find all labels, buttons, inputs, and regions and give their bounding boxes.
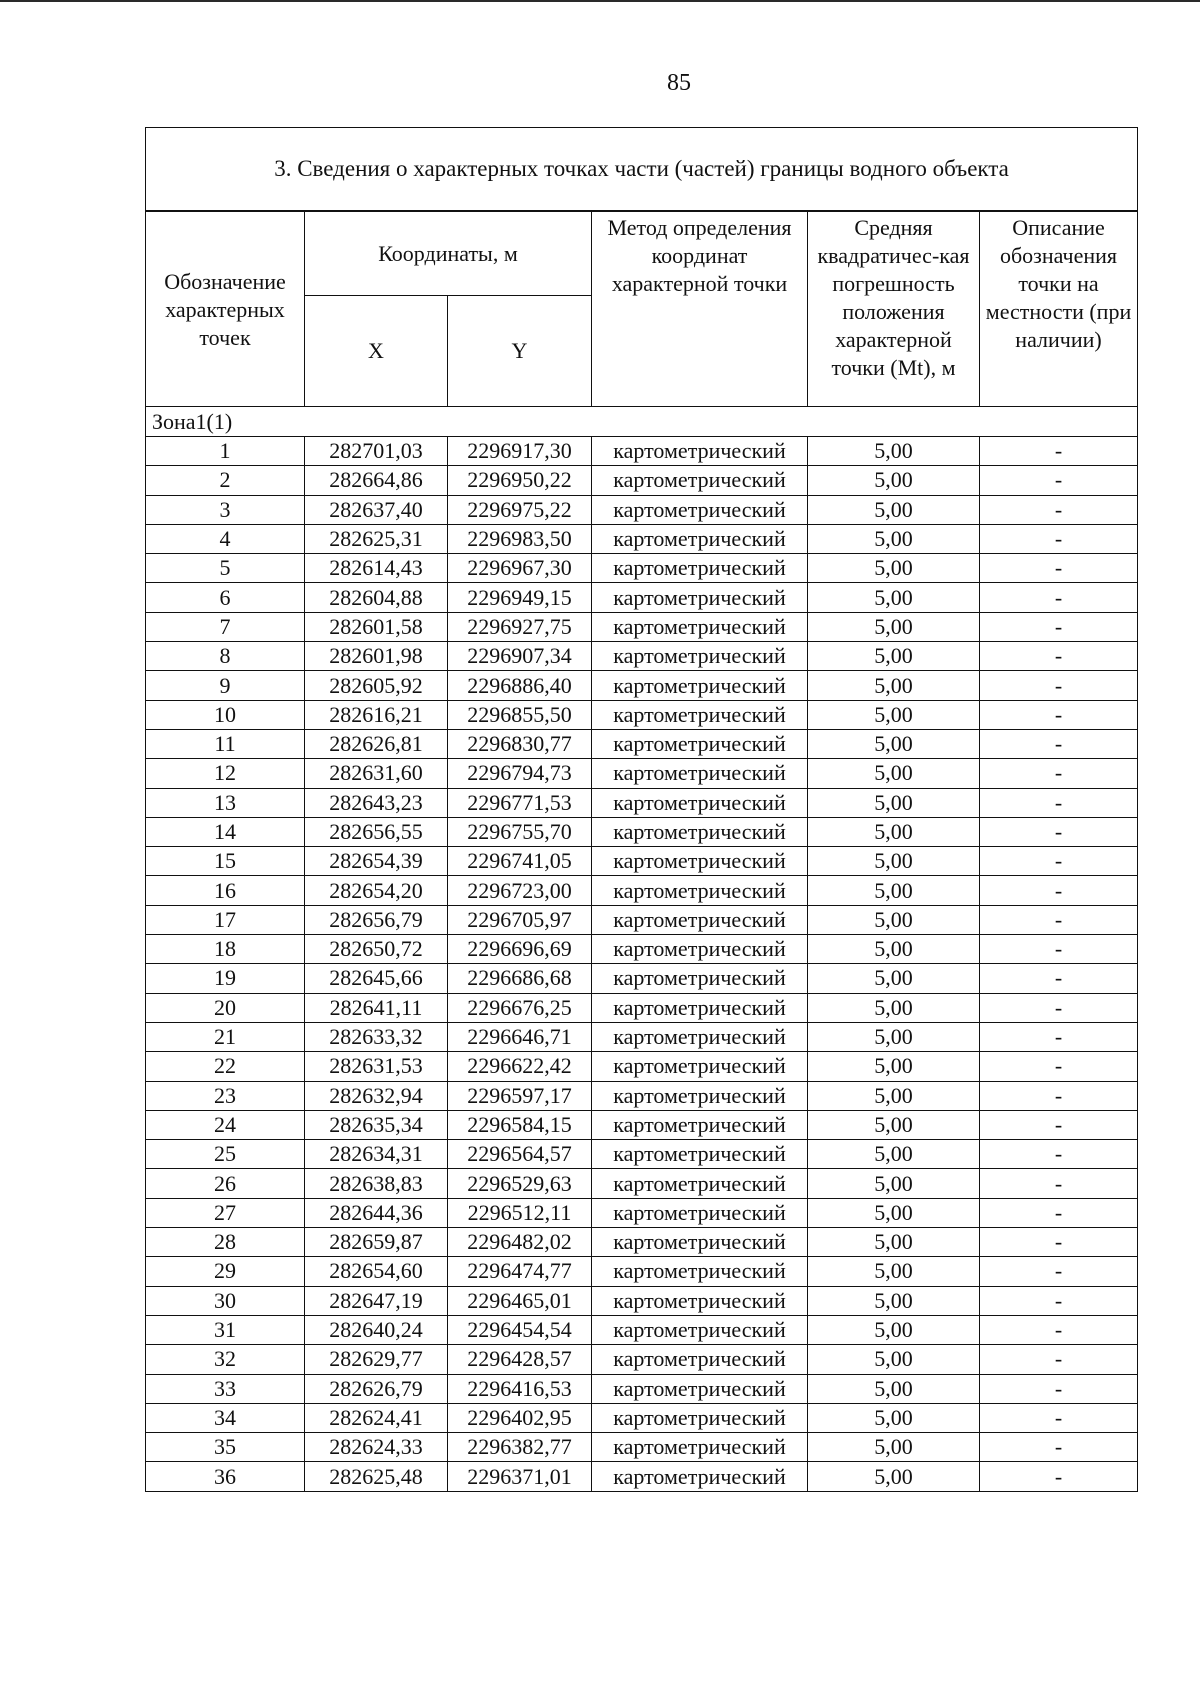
y-coordinate-cell: 2296950,22 (448, 466, 592, 495)
error-value-cell: 5,00 (808, 1140, 980, 1169)
point-number-cell: 33 (146, 1374, 305, 1403)
point-number-cell: 5 (146, 554, 305, 583)
description-cell: - (980, 466, 1138, 495)
description-cell: - (980, 642, 1138, 671)
error-value-cell: 5,00 (808, 1198, 980, 1227)
y-coordinate-cell: 2296927,75 (448, 612, 592, 641)
method-cell: картометрический (592, 759, 808, 788)
point-number-cell: 24 (146, 1110, 305, 1139)
error-value-cell: 5,00 (808, 817, 980, 846)
point-number-cell: 8 (146, 642, 305, 671)
point-number-cell: 17 (146, 905, 305, 934)
x-coordinate-cell: 282626,79 (305, 1374, 448, 1403)
x-coordinate-cell: 282654,20 (305, 876, 448, 905)
table-row (146, 1198, 1138, 1227)
error-value-cell: 5,00 (808, 1345, 980, 1374)
table-row (146, 1374, 1138, 1403)
method-cell: картометрический (592, 437, 808, 466)
x-coordinate-cell: 282640,24 (305, 1315, 448, 1344)
table-row (146, 554, 1138, 583)
point-number-cell: 1 (146, 437, 305, 466)
table-row (146, 1315, 1138, 1344)
description-cell: - (980, 1228, 1138, 1257)
method-cell: картометрический (592, 847, 808, 876)
error-value-cell: 5,00 (808, 876, 980, 905)
description-cell: - (980, 671, 1138, 700)
y-coordinate-cell: 2296771,53 (448, 788, 592, 817)
method-cell: картометрический (592, 788, 808, 817)
error-value-cell: 5,00 (808, 1110, 980, 1139)
error-value-cell: 5,00 (808, 788, 980, 817)
point-number-cell: 7 (146, 612, 305, 641)
method-cell: картометрический (592, 993, 808, 1022)
error-value-cell: 5,00 (808, 1433, 980, 1462)
y-coordinate-cell: 2296830,77 (448, 729, 592, 758)
x-coordinate-cell: 282656,79 (305, 905, 448, 934)
x-coordinate-cell: 282631,53 (305, 1052, 448, 1081)
error-value-cell: 5,00 (808, 935, 980, 964)
error-value-cell: 5,00 (808, 612, 980, 641)
boundary-points-table (145, 127, 1138, 1492)
error-value-cell: 5,00 (808, 847, 980, 876)
x-coordinate-cell: 282626,81 (305, 729, 448, 758)
point-number-cell: 34 (146, 1403, 305, 1432)
description-cell: - (980, 1198, 1138, 1227)
description-cell: - (980, 1403, 1138, 1432)
x-coordinate-cell: 282701,03 (305, 437, 448, 466)
table-row (146, 583, 1138, 612)
description-cell: - (980, 1022, 1138, 1051)
description-cell: - (980, 905, 1138, 934)
y-coordinate-cell: 2296584,15 (448, 1110, 592, 1139)
method-cell: картометрический (592, 642, 808, 671)
point-number-cell: 4 (146, 524, 305, 553)
error-value-cell: 5,00 (808, 1169, 980, 1198)
x-coordinate-cell: 282654,39 (305, 847, 448, 876)
error-value-cell: 5,00 (808, 964, 980, 993)
y-coordinate-cell: 2296741,05 (448, 847, 592, 876)
point-number-cell: 11 (146, 729, 305, 758)
description-cell: - (980, 1257, 1138, 1286)
description-cell: - (980, 1286, 1138, 1315)
table-row (146, 759, 1138, 788)
table-row (146, 612, 1138, 641)
method-cell: картометрический (592, 817, 808, 846)
point-number-cell: 21 (146, 1022, 305, 1051)
table-row (146, 642, 1138, 671)
table-row (146, 1110, 1138, 1139)
description-cell: - (980, 935, 1138, 964)
table-row (146, 1286, 1138, 1315)
method-cell: картометрический (592, 554, 808, 583)
point-number-cell: 36 (146, 1462, 305, 1491)
x-coordinate-cell: 282624,41 (305, 1403, 448, 1432)
table-row (146, 935, 1138, 964)
description-cell: - (980, 1140, 1138, 1169)
method-cell: картометрический (592, 1110, 808, 1139)
description-cell: - (980, 847, 1138, 876)
x-coordinate-cell: 282637,40 (305, 495, 448, 524)
point-number-cell: 20 (146, 993, 305, 1022)
description-cell: - (980, 1462, 1138, 1491)
y-coordinate-cell: 2296474,77 (448, 1257, 592, 1286)
y-coordinate-cell: 2296564,57 (448, 1140, 592, 1169)
x-coordinate-cell: 282629,77 (305, 1345, 448, 1374)
x-coordinate-cell: 282647,19 (305, 1286, 448, 1315)
table-row (146, 495, 1138, 524)
x-coordinate-cell: 282638,83 (305, 1169, 448, 1198)
x-coordinate-cell: 282650,72 (305, 935, 448, 964)
error-value-cell: 5,00 (808, 993, 980, 1022)
y-coordinate-cell: 2296696,69 (448, 935, 592, 964)
description-cell: - (980, 495, 1138, 524)
method-cell: картометрический (592, 1462, 808, 1491)
method-cell: картометрический (592, 700, 808, 729)
error-value-cell: 5,00 (808, 524, 980, 553)
table-row (146, 524, 1138, 553)
y-coordinate-cell: 2296646,71 (448, 1022, 592, 1051)
y-coordinate-cell: 2296917,30 (448, 437, 592, 466)
method-cell: картометрический (592, 729, 808, 758)
method-cell: картометрический (592, 905, 808, 934)
method-cell: картометрический (592, 1286, 808, 1315)
method-cell: картометрический (592, 1403, 808, 1432)
table-row (146, 729, 1138, 758)
description-cell: - (980, 612, 1138, 641)
point-number-cell: 30 (146, 1286, 305, 1315)
description-cell: - (980, 700, 1138, 729)
y-coordinate-cell: 2296755,70 (448, 817, 592, 846)
table-row (146, 817, 1138, 846)
point-number-cell: 27 (146, 1198, 305, 1227)
x-coordinate-cell: 282614,43 (305, 554, 448, 583)
header-method: Метод определения координат характерной точки (592, 211, 808, 407)
point-number-cell: 31 (146, 1315, 305, 1344)
x-coordinate-cell: 282604,88 (305, 583, 448, 612)
y-coordinate-cell: 2296382,77 (448, 1433, 592, 1462)
point-number-cell: 3 (146, 495, 305, 524)
point-number-cell: 16 (146, 876, 305, 905)
y-coordinate-cell: 2296597,17 (448, 1081, 592, 1110)
error-value-cell: 5,00 (808, 1374, 980, 1403)
method-cell: картометрический (592, 1081, 808, 1110)
point-number-cell: 32 (146, 1345, 305, 1374)
x-coordinate-cell: 282641,11 (305, 993, 448, 1022)
table-row (146, 788, 1138, 817)
table-row (146, 1433, 1138, 1462)
x-coordinate-cell: 282625,48 (305, 1462, 448, 1491)
error-value-cell: 5,00 (808, 1052, 980, 1081)
x-coordinate-cell: 282664,86 (305, 466, 448, 495)
method-cell: картометрический (592, 495, 808, 524)
error-value-cell: 5,00 (808, 583, 980, 612)
y-coordinate-cell: 2296676,25 (448, 993, 592, 1022)
table-row (146, 905, 1138, 934)
table-row (146, 1022, 1138, 1051)
header-mean-square-error: Средняя квадратичес-кая погрешность положения характерной точки (Mt), м (808, 211, 980, 407)
description-cell: - (980, 817, 1138, 846)
top-border-line (0, 0, 1200, 2)
y-coordinate-cell: 2296512,11 (448, 1198, 592, 1227)
description-cell: - (980, 993, 1138, 1022)
error-value-cell: 5,00 (808, 1462, 980, 1491)
table-row (146, 466, 1138, 495)
description-cell: - (980, 437, 1138, 466)
method-cell: картометрический (592, 524, 808, 553)
y-coordinate-cell: 2296402,95 (448, 1403, 592, 1432)
x-coordinate-cell: 282605,92 (305, 671, 448, 700)
error-value-cell: 5,00 (808, 437, 980, 466)
point-number-cell: 25 (146, 1140, 305, 1169)
x-coordinate-cell: 282601,58 (305, 612, 448, 641)
method-cell: картометрический (592, 1169, 808, 1198)
y-coordinate-cell: 2296465,01 (448, 1286, 592, 1315)
description-cell: - (980, 729, 1138, 758)
y-coordinate-cell: 2296949,15 (448, 583, 592, 612)
table-row (146, 1052, 1138, 1081)
method-cell: картометрический (592, 671, 808, 700)
method-cell: картометрический (592, 1315, 808, 1344)
point-number-cell: 23 (146, 1081, 305, 1110)
table-row (146, 1140, 1138, 1169)
error-value-cell: 5,00 (808, 1081, 980, 1110)
point-number-cell: 35 (146, 1433, 305, 1462)
error-value-cell: 5,00 (808, 495, 980, 524)
point-number-cell: 13 (146, 788, 305, 817)
description-cell: - (980, 1374, 1138, 1403)
error-value-cell: 5,00 (808, 759, 980, 788)
method-cell: картометрический (592, 1433, 808, 1462)
table-row (146, 1228, 1138, 1257)
description-cell: - (980, 964, 1138, 993)
error-value-cell: 5,00 (808, 1257, 980, 1286)
method-cell: картометрический (592, 612, 808, 641)
x-coordinate-cell: 282601,98 (305, 642, 448, 671)
x-coordinate-cell: 282645,66 (305, 964, 448, 993)
y-coordinate-cell: 2296705,97 (448, 905, 592, 934)
description-cell: - (980, 876, 1138, 905)
method-cell: картометрический (592, 1198, 808, 1227)
x-coordinate-cell: 282633,32 (305, 1022, 448, 1051)
error-value-cell: 5,00 (808, 554, 980, 583)
header-designation: Обозначение характерных точек (146, 211, 305, 407)
table-row (146, 847, 1138, 876)
method-cell: картометрический (592, 935, 808, 964)
point-number-cell: 14 (146, 817, 305, 846)
y-coordinate-cell: 2296723,00 (448, 876, 592, 905)
description-cell: - (980, 1081, 1138, 1110)
y-coordinate-cell: 2296454,54 (448, 1315, 592, 1344)
header-y: Y (448, 296, 592, 407)
table-row (146, 993, 1138, 1022)
y-coordinate-cell: 2296686,68 (448, 964, 592, 993)
table-row (146, 1257, 1138, 1286)
table-row (146, 671, 1138, 700)
description-cell: - (980, 583, 1138, 612)
point-number-cell: 19 (146, 964, 305, 993)
description-cell: - (980, 788, 1138, 817)
method-cell: картометрический (592, 1228, 808, 1257)
table-row (146, 437, 1138, 466)
method-cell: картометрический (592, 1140, 808, 1169)
zone-label: Зона1(1) (146, 407, 1138, 437)
error-value-cell: 5,00 (808, 1022, 980, 1051)
section-title: 3. Сведения о характерных точках части (частей) границы водного объекта (146, 128, 1138, 212)
error-value-cell: 5,00 (808, 466, 980, 495)
table-row (146, 1169, 1138, 1198)
y-coordinate-cell: 2296529,63 (448, 1169, 592, 1198)
point-number-cell: 29 (146, 1257, 305, 1286)
description-cell: - (980, 524, 1138, 553)
method-cell: картометрический (592, 1052, 808, 1081)
method-cell: картометрический (592, 964, 808, 993)
description-cell: - (980, 1433, 1138, 1462)
error-value-cell: 5,00 (808, 1228, 980, 1257)
point-number-cell: 15 (146, 847, 305, 876)
method-cell: картометрический (592, 583, 808, 612)
x-coordinate-cell: 282644,36 (305, 1198, 448, 1227)
point-number-cell: 18 (146, 935, 305, 964)
x-coordinate-cell: 282631,60 (305, 759, 448, 788)
x-coordinate-cell: 282634,31 (305, 1140, 448, 1169)
header-description: Описание обозначения точки на местности (при наличии) (980, 211, 1138, 407)
method-cell: картометрический (592, 466, 808, 495)
y-coordinate-cell: 2296983,50 (448, 524, 592, 553)
point-number-cell: 12 (146, 759, 305, 788)
description-cell: - (980, 1052, 1138, 1081)
error-value-cell: 5,00 (808, 671, 980, 700)
x-coordinate-cell: 282659,87 (305, 1228, 448, 1257)
error-value-cell: 5,00 (808, 700, 980, 729)
y-coordinate-cell: 2296622,42 (448, 1052, 592, 1081)
y-coordinate-cell: 2296482,02 (448, 1228, 592, 1257)
description-cell: - (980, 1345, 1138, 1374)
table-row (146, 964, 1138, 993)
x-coordinate-cell: 282656,55 (305, 817, 448, 846)
table-row (146, 1462, 1138, 1491)
description-cell: - (980, 554, 1138, 583)
point-number-cell: 26 (146, 1169, 305, 1198)
x-coordinate-cell: 282624,33 (305, 1433, 448, 1462)
y-coordinate-cell: 2296967,30 (448, 554, 592, 583)
table-row (146, 1081, 1138, 1110)
description-cell: - (980, 1110, 1138, 1139)
y-coordinate-cell: 2296794,73 (448, 759, 592, 788)
y-coordinate-cell: 2296428,57 (448, 1345, 592, 1374)
y-coordinate-cell: 2296371,01 (448, 1462, 592, 1491)
y-coordinate-cell: 2296907,34 (448, 642, 592, 671)
x-coordinate-cell: 282635,34 (305, 1110, 448, 1139)
point-number-cell: 28 (146, 1228, 305, 1257)
method-cell: картометрический (592, 1022, 808, 1051)
y-coordinate-cell: 2296975,22 (448, 495, 592, 524)
point-number-cell: 2 (146, 466, 305, 495)
header-coordinates: Координаты, м (305, 211, 592, 296)
table-row (146, 1403, 1138, 1432)
description-cell: - (980, 759, 1138, 788)
page-number: 85 (667, 70, 691, 96)
y-coordinate-cell: 2296886,40 (448, 671, 592, 700)
x-coordinate-cell: 282643,23 (305, 788, 448, 817)
x-coordinate-cell: 282625,31 (305, 524, 448, 553)
error-value-cell: 5,00 (808, 905, 980, 934)
x-coordinate-cell: 282632,94 (305, 1081, 448, 1110)
point-number-cell: 10 (146, 700, 305, 729)
table-row (146, 700, 1138, 729)
method-cell: картометрический (592, 1374, 808, 1403)
x-coordinate-cell: 282654,60 (305, 1257, 448, 1286)
description-cell: - (980, 1169, 1138, 1198)
error-value-cell: 5,00 (808, 1403, 980, 1432)
error-value-cell: 5,00 (808, 729, 980, 758)
table-row (146, 876, 1138, 905)
point-number-cell: 6 (146, 583, 305, 612)
header-x: X (305, 296, 448, 407)
description-cell: - (980, 1315, 1138, 1344)
method-cell: картометрический (592, 1257, 808, 1286)
point-number-cell: 22 (146, 1052, 305, 1081)
error-value-cell: 5,00 (808, 642, 980, 671)
x-coordinate-cell: 282616,21 (305, 700, 448, 729)
method-cell: картометрический (592, 876, 808, 905)
method-cell: картометрический (592, 1345, 808, 1374)
error-value-cell: 5,00 (808, 1315, 980, 1344)
point-number-cell: 9 (146, 671, 305, 700)
error-value-cell: 5,00 (808, 1286, 980, 1315)
y-coordinate-cell: 2296855,50 (448, 700, 592, 729)
table-row (146, 1345, 1138, 1374)
y-coordinate-cell: 2296416,53 (448, 1374, 592, 1403)
